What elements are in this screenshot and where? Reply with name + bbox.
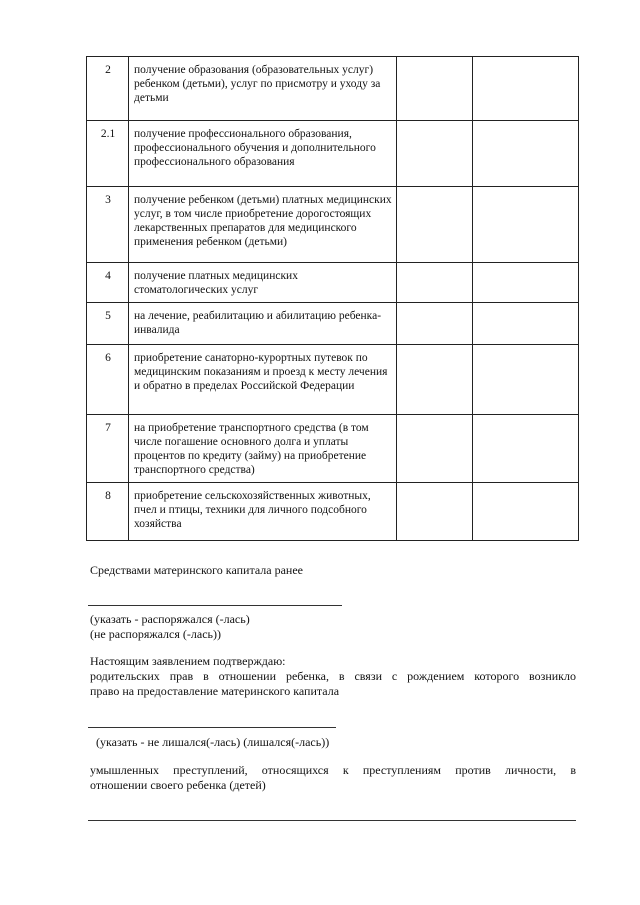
row-number: 2 <box>87 57 129 121</box>
fill-line-rights[interactable] <box>88 727 336 728</box>
row-number: 4 <box>87 263 129 303</box>
row-number: 5 <box>87 303 129 345</box>
hint-disposal-1: (указать - распоряжался (-лась) <box>90 612 250 626</box>
row-number: 7 <box>87 415 129 483</box>
empty-cell[interactable] <box>397 187 473 263</box>
hint-disposal-2: (не распоряжался (-лась)) <box>90 627 221 641</box>
confirm-heading: Настоящим заявлением подтверждаю: <box>90 654 286 668</box>
table-row <box>87 121 579 187</box>
row-description: получение образования (образовательных услуг) ребенком (детьми), услуг по присмотру и уходу за детьми <box>129 57 397 121</box>
hint-rights: (указать - не лишался(-лась) (лишался(-лась)) <box>96 735 330 749</box>
empty-cell[interactable] <box>473 415 579 483</box>
empty-cell[interactable] <box>473 483 579 541</box>
row-description: получение ребенком (детьми) платных медицинских услуг, в том числе приобретение дорогостоящих лекарственных препаратов для медицинского применения ребенком (детьми) <box>129 187 397 263</box>
empty-cell[interactable] <box>397 483 473 541</box>
row-description: приобретение сельскохозяйственных животных, пчел и птицы, техники для личного подсобного хозяйства <box>129 483 397 541</box>
confirm-line-1: родительских прав в отношении ребенка, в связи с рождением которого возникло <box>90 669 576 683</box>
table-row <box>87 263 579 303</box>
fill-line-capital[interactable] <box>88 605 342 606</box>
table-row <box>87 415 579 483</box>
row-number: 8 <box>87 483 129 541</box>
table-row <box>87 187 579 263</box>
fill-line-bottom[interactable] <box>88 820 576 821</box>
row-number: 3 <box>87 187 129 263</box>
row-description: на приобретение транспортного средства (в том числе погашение основного долга и уплаты процентов по кредиту (займу) на приобретение транспортного средства) <box>129 415 397 483</box>
crimes-line-2: отношении своего ребенка (детей) <box>90 778 266 792</box>
table-row <box>87 483 579 541</box>
capital-line: Средствами материнского капитала ранее <box>90 563 304 577</box>
empty-cell[interactable] <box>473 57 579 121</box>
empty-cell[interactable] <box>397 303 473 345</box>
row-description: приобретение санаторно-курортных путевок по медицинским показаниям и проезд к месту лечения и обратно в пределах Российской Федерации <box>129 345 397 415</box>
empty-cell[interactable] <box>473 263 579 303</box>
expense-table <box>86 56 579 541</box>
empty-cell[interactable] <box>397 121 473 187</box>
row-description: на лечение, реабилитацию и абилитацию ребенка-инвалида <box>129 303 397 345</box>
empty-cell[interactable] <box>473 303 579 345</box>
empty-cell[interactable] <box>397 415 473 483</box>
empty-cell[interactable] <box>397 57 473 121</box>
empty-cell[interactable] <box>473 121 579 187</box>
table-row <box>87 303 579 345</box>
empty-cell[interactable] <box>473 345 579 415</box>
empty-cell[interactable] <box>473 187 579 263</box>
table-row <box>87 345 579 415</box>
crimes-line-1: умышленных преступлений, относящихся к преступлениям против личности, в <box>90 763 576 777</box>
row-number: 2.1 <box>87 121 129 187</box>
empty-cell[interactable] <box>397 263 473 303</box>
empty-cell[interactable] <box>397 345 473 415</box>
row-number: 6 <box>87 345 129 415</box>
table-row <box>87 57 579 121</box>
confirm-line-2: право на предоставление материнского капитала <box>90 684 340 698</box>
row-description: получение платных медицинских стоматологических услуг <box>129 263 397 303</box>
row-description: получение профессионального образования, профессионального обучения и дополнительного профессионального образования <box>129 121 397 187</box>
